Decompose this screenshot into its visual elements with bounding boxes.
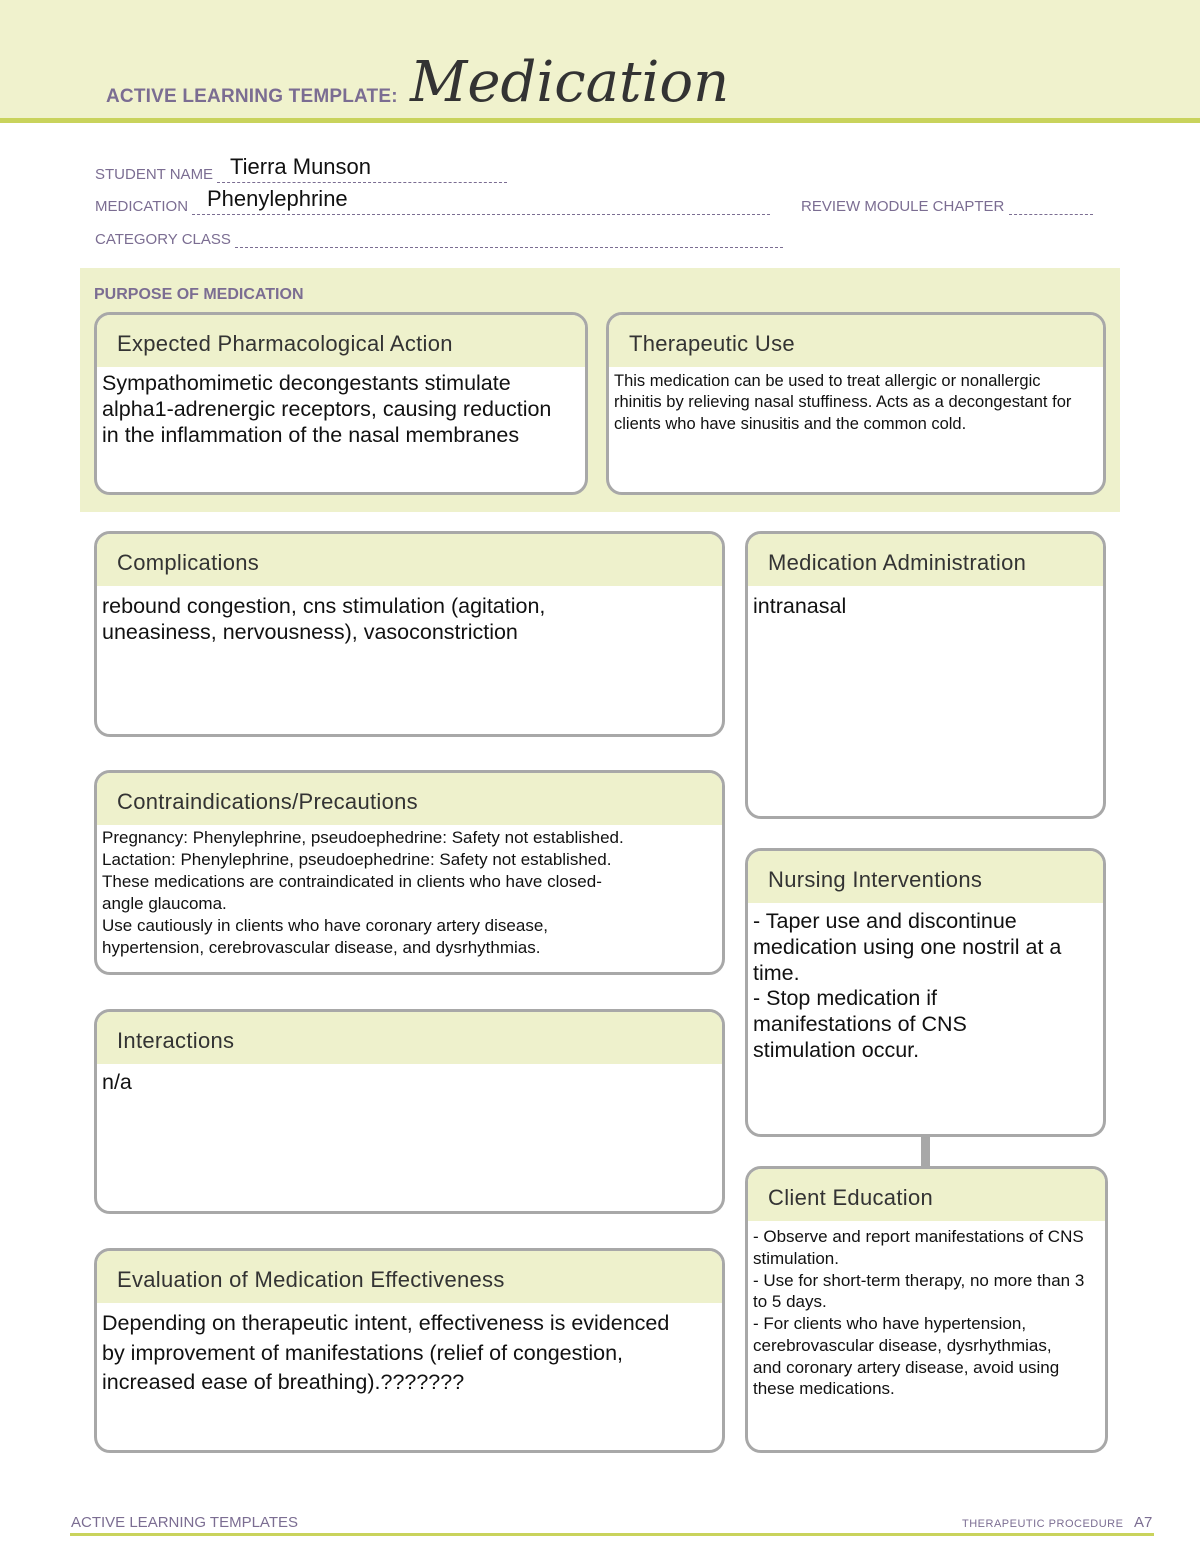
client-education-title: Client Education: [748, 1169, 1105, 1221]
complications-title: Complications: [97, 534, 722, 586]
template-title: Medication: [410, 50, 730, 115]
contraindications-text[interactable]: [97, 825, 707, 960]
complications-text[interactable]: rebound congestion, cns stimulation (agitation, uneasiness, nervousness), vasoconstriction: [102, 594, 546, 644]
therapeutic-use-box: [606, 312, 1106, 495]
contraindications-title: Contraindications/Precautions: [97, 773, 722, 825]
expected-action-box: [94, 312, 588, 495]
client-education-box: [745, 1166, 1108, 1453]
nursing-line: - Stop medication if manifestations of CNS stimulation occur.: [753, 986, 967, 1062]
therapeutic-use-text[interactable]: This medication can be used to treat allergic or nonallergic rhinitis by relieving nasal stuffiness. Acts as a decongestant for clients who have sinusitis and the common cold.: [614, 372, 1072, 433]
nursing-interventions-title: Nursing Interventions: [748, 851, 1103, 903]
review-module-label: REVIEW MODULE CHAPTER: [801, 198, 1005, 215]
administration-text[interactable]: intranasal: [753, 594, 847, 618]
contraindication-line: These medications are contraindicated in clients who have closed-angle glaucoma.: [102, 872, 602, 914]
purpose-title: PURPOSE OF MEDICATION: [94, 286, 304, 303]
evaluation-box: [94, 1248, 725, 1453]
page-number: A7: [1134, 1514, 1153, 1531]
administration-title: Medication Administration: [748, 534, 1103, 586]
education-line: - Use for short-term therapy, no more than 3 to 5 days.: [753, 1270, 1085, 1312]
category-class-line: [235, 234, 783, 248]
connector-line: [921, 1134, 930, 1168]
footer-right: THERAPEUTIC PROCEDURE: [962, 1518, 1124, 1530]
therapeutic-use-title: Therapeutic Use: [609, 315, 1103, 367]
interactions-text[interactable]: n/a: [102, 1070, 132, 1094]
nursing-interventions-text[interactable]: [748, 903, 1088, 1064]
template-label: ACTIVE LEARNING TEMPLATE:: [106, 86, 398, 107]
evaluation-title: Evaluation of Medication Effectiveness: [97, 1251, 722, 1303]
student-name-label: STUDENT NAME: [95, 166, 214, 183]
complications-box: [94, 531, 725, 737]
medication-label: MEDICATION: [95, 198, 189, 215]
review-module-line: [1009, 201, 1093, 215]
administration-box: [745, 531, 1106, 819]
student-name-value: Tierra Munson: [230, 154, 372, 179]
education-line: - Observe and report manifestations of CNS stimulation.: [753, 1227, 1084, 1268]
footer-left: ACTIVE LEARNING TEMPLATES: [71, 1514, 298, 1531]
medication-field[interactable]: [95, 186, 770, 215]
evaluation-text[interactable]: Depending on therapeutic intent, effectiveness is evidenced by improvement of manifestations (relief of congestion, increased ease of breathing).???????: [102, 1311, 670, 1395]
expected-action-title: Expected Pharmacological Action: [97, 315, 585, 367]
client-education-text[interactable]: [748, 1221, 1093, 1400]
education-line: - For clients who have hypertension, cerebrovascular disease, dysrhythmias, and coronary artery disease, avoid using these medications.: [753, 1314, 1060, 1399]
interactions-box: [94, 1009, 725, 1214]
student-name-field[interactable]: [95, 154, 507, 183]
page-header: [0, 0, 1200, 123]
category-class-field[interactable]: [95, 231, 783, 248]
medication-value: Phenylephrine: [207, 186, 348, 211]
nursing-interventions-box: [745, 848, 1106, 1137]
contraindications-box: [94, 770, 725, 975]
nursing-line: - Taper use and discontinue medication using one nostril at a time.: [753, 909, 1062, 985]
review-module-field[interactable]: [801, 198, 1093, 215]
footer-rule: [70, 1533, 1154, 1536]
contraindication-line: Pregnancy: Phenylephrine, pseudoephedrine: Safety not established.: [102, 828, 624, 847]
interactions-title: Interactions: [97, 1012, 722, 1064]
contraindication-line: Use cautiously in clients who have coronary artery disease, hypertension, cerebrovascular disease, and dysrhythmias.: [102, 916, 548, 958]
category-class-label: CATEGORY CLASS: [95, 231, 231, 248]
expected-action-text[interactable]: Sympathomimetic decongestants stimulate alpha1-adrenergic receptors, causing reduction in the inflammation of the nasal membranes: [102, 371, 552, 447]
contraindication-line: Lactation: Phenylephrine, pseudoephedrine: Safety not established.: [102, 850, 612, 870]
